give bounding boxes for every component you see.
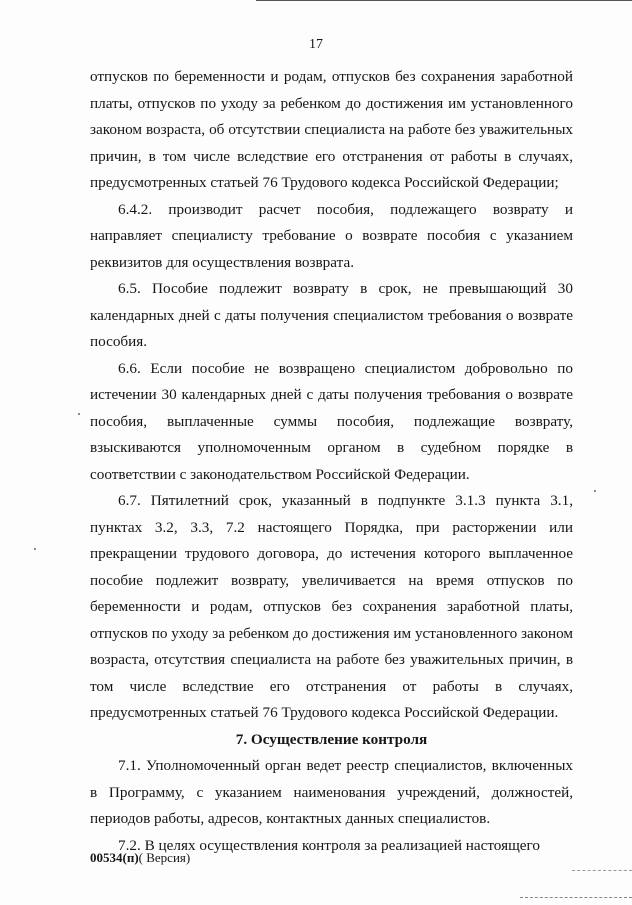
scan-speck [78, 413, 80, 415]
paragraph-6-6: 6.6. Если пособие не возвращено специалистом добровольно по истечении 30 календарных дней с даты получения требования о возврате пособия, выплаченные суммы пособия, подлежащие возврату, взыскиваются уполномоченным органом в судебном порядке в соответствии с законодательством Российской Федерации. [90, 359, 573, 483]
scan-speck [34, 548, 36, 550]
paragraph-continuation: отпусков по беременности и родам, отпусков без сохранения заработной платы, отпусков по уходу за ребенком до достижения им установленного законом возраста, об отсутствии специалиста на работе без уважительных причин, в том числе вследствие его отстранения от работы в случаях, предусмотренных статьей 76 Трудового кодекса Российской Федерации; [90, 68, 573, 191]
document-footer [90, 850, 190, 866]
scan-speck [594, 490, 596, 492]
document-body [90, 64, 573, 859]
top-border-line [256, 0, 632, 1]
paragraph-7-1: 7.1. Уполномоченный орган ведет реестр специалистов, включенных в Программу, с указанием наименования учреждений, должностей, периодов работы, адресов, контактных данных специалистов. [90, 757, 573, 827]
document-code: 00534(п) [90, 850, 139, 865]
scan-bottom-line [520, 897, 632, 899]
paragraph-6-4-2: 6.4.2. производит расчет пособия, подлежащего возврату и направляет специалисту требование о возврате пособия с указанием реквизитов для осуществления возврата. [90, 200, 573, 271]
scan-edge-line [572, 870, 632, 872]
paragraph-7-2: 7.2. В целях осуществления контроля за реализацией настоящего [118, 836, 540, 854]
paragraph-6-5: 6.5. Пособие подлежит возврату в срок, не превышающий 30 календарных дней с даты получения специалистом требования о возврате пособия. [90, 280, 573, 350]
page-number: 17 [309, 37, 323, 52]
paragraph-6-7: 6.7. Пятилетний срок, указанный в подпункте 3.1.3 пункта 3.1, пунктах 3.2, 3.3, 7.2 настоящего Порядка, при расторжении или прекращении трудового договора, до истечения которого выплаченное пособие подлежит возврату, увеличивается на время отпусков по беременности и родам, отпусков без сохранения заработной платы, отпусков по уходу за ребенком до достижения им установленного законом возраста, отсутствия специалиста на работе без уважительных причин, в том числе вследствие его отстранения от работы в случаях, предусмотренных статьей 76 Трудового кодекса Российской Федерации. [90, 492, 573, 721]
section-heading: 7. Осуществление контроля [235, 730, 428, 748]
document-version: ( Версия) [138, 850, 191, 865]
